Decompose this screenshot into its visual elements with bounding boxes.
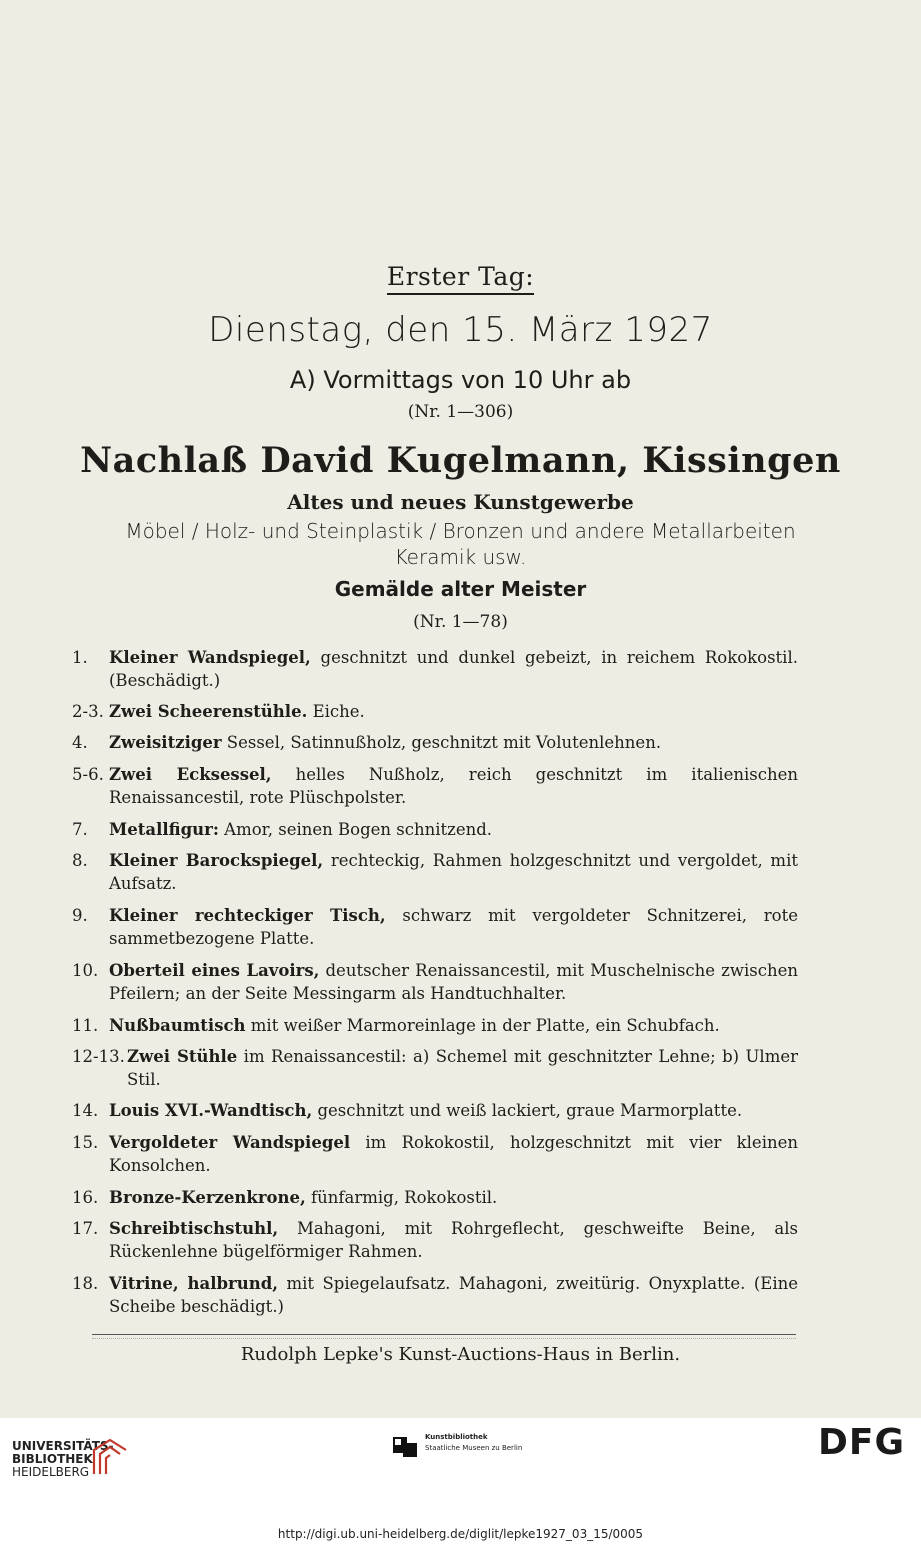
paintings-subtitle: Gemälde alter Meister — [334, 577, 587, 601]
publisher-line: Rudolph Lepke's Kunst-Auctions-Haus in Berlin. — [240, 1344, 681, 1365]
category-list: Möbel / Holz- und Steinplastik / Bronzen und andere Metallarbeiten Keramik usw. — [125, 519, 796, 569]
kunstbibliothek-logo-text: Kunstbibliothek Staatliche Museen zu Berlin — [425, 1433, 523, 1452]
lot-entry: 16. Bronze-Kerzenkrone, fünfarmig, Rokokostil. — [72, 1188, 498, 1207]
auction-date: Dienstag, den 15. März 1927 — [208, 310, 713, 350]
lot-entry: 1. Kleiner Wandspiegel, geschnitzt und dunkel gebeizt, in reichem Rokokostil. (Beschädigt.) — [72, 648, 798, 690]
lot-entry: 17. Schreibtischstuhl, Mahagoni, mit Rohrgeflecht, geschweifte Beine, als Rückenlehne bügelförmiger Rahmen. — [72, 1219, 798, 1261]
lot-entry: 12-13. Zwei Stühle im Renaissancestil: a) Schemel mit geschnitzter Lehne; b) Ulmer Stil. — [72, 1047, 798, 1089]
dfg-logo: DFG — [818, 1422, 906, 1463]
section-subtitle: Altes und neues Kunstgewerbe — [287, 490, 634, 514]
ub-heidelberg-logo-text: UNIVERSITÄTS- BIBLIOTHEK HEIDELBERG — [12, 1439, 114, 1479]
divider-rule-dotted — [92, 1338, 796, 1339]
day-heading: Erster Tag: — [0, 262, 921, 291]
divider-rule — [92, 1334, 796, 1335]
lot-entry: 2-3. Zwei Scheerenstühle. Eiche. — [72, 702, 365, 721]
lot-entry: 10. Oberteil eines Lavoirs, deutscher Renaissancestil, mit Muschelnische zwischen Pfeilern; an der Seite Messingarm als Handtuchhalter. — [72, 961, 798, 1003]
lot-entry: 9. Kleiner rechteckiger Tisch, schwarz mit vergoldeter Schnitzerei, rote sammetbezogene Platte. — [72, 906, 798, 948]
ub-heidelberg-logo-icon — [88, 1434, 132, 1478]
session-time: A) Vormittags von 10 Uhr ab — [289, 366, 632, 394]
lot-entry: 7. Metallfigur: Amor, seinen Bogen schnitzend. — [72, 820, 493, 839]
kunstbibliothek-logo-icon — [393, 1433, 419, 1457]
permalink-url[interactable]: http://digi.ub.uni-heidelberg.de/diglit/lepke1927_03_15/0005 — [277, 1527, 644, 1541]
lot-range-total: (Nr. 1—306) — [407, 402, 514, 422]
lot-entry: 11. Nußbaumtisch mit weißer Marmoreinlage in der Platte, ein Schubfach. — [72, 1016, 720, 1035]
lot-entry: 4. Zweisitziger Sessel, Satinnußholz, geschnitzt mit Volutenlehnen. — [72, 733, 662, 752]
lot-entry: 8. Kleiner Barockspiegel, rechteckig, Rahmen holzgeschnitzt und vergoldet, mit Aufsatz. — [72, 851, 798, 893]
lot-entry: 5-6. Zwei Ecksessel, helles Nußholz, reich geschnitzt im italienischen Renaissancestil, rote Plüschpolster. — [72, 765, 798, 807]
lot-entry: 15. Vergoldeter Wandspiegel im Rokokostil, holzgeschnitzt mit vier kleinen Konsolchen. — [72, 1133, 798, 1175]
lot-entry: 14. Louis XVI.-Wandtisch, geschnitzt und weiß lackiert, graue Marmorplatte. — [72, 1101, 743, 1120]
lot-range-paintings: (Nr. 1—78) — [413, 612, 508, 632]
lot-entry: 18. Vitrine, halbrund, mit Spiegelaufsatz. Mahagoni, zweitürig. Onyxplatte. (Eine Scheibe beschädigt.) — [72, 1274, 798, 1316]
estate-title: Nachlaß David Kugelmann, Kissingen — [80, 440, 841, 481]
